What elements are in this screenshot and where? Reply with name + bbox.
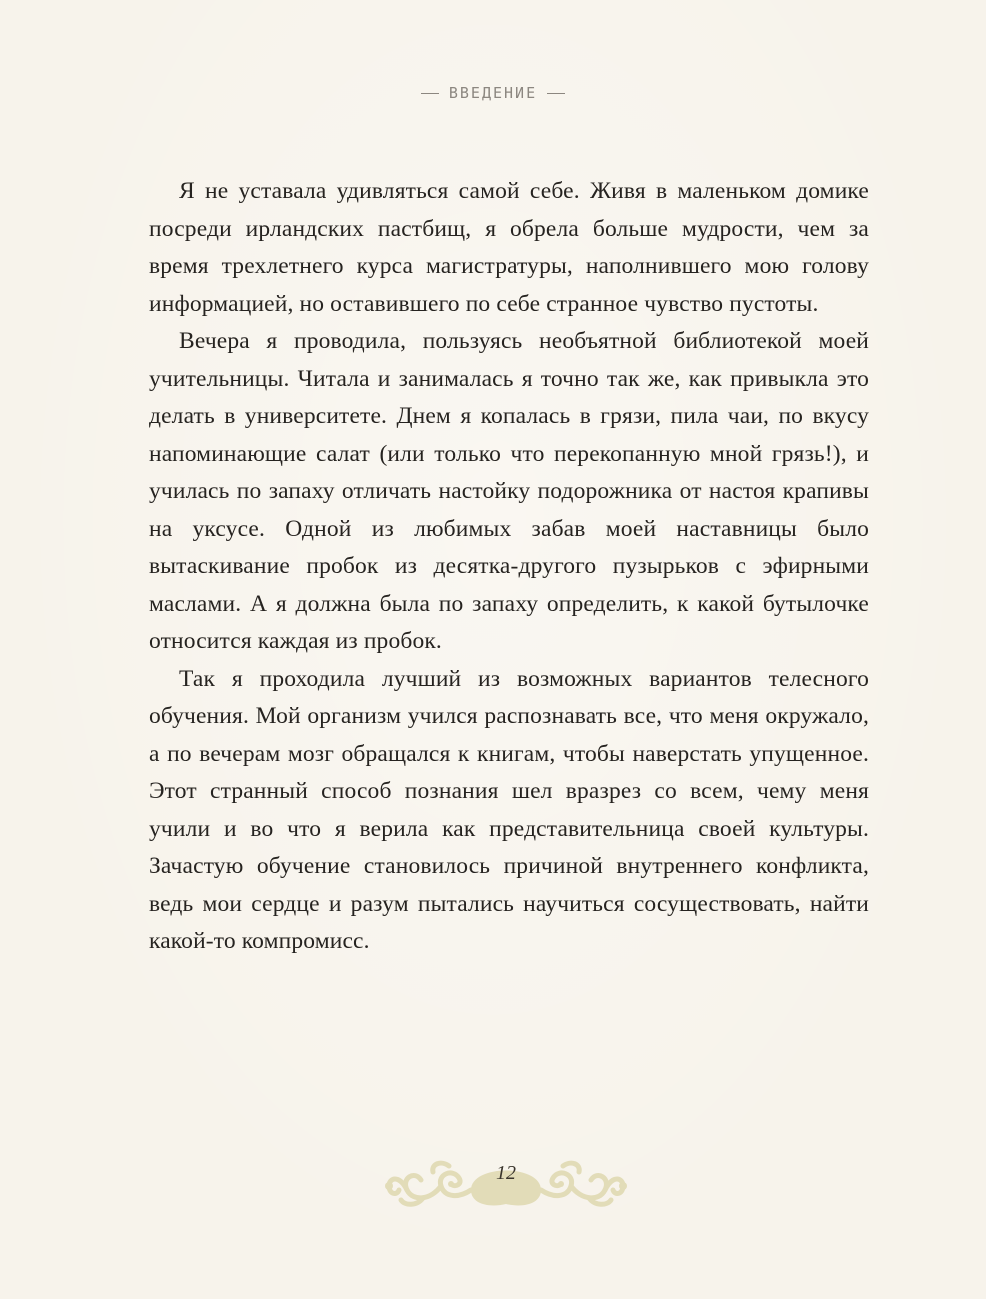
header-dash-left — [421, 93, 439, 94]
section-title: ВВЕДЕНИЕ — [448, 84, 538, 102]
header-dash-right — [547, 93, 565, 94]
page-number: 12 — [496, 1162, 516, 1184]
page-folio — [383, 1154, 629, 1214]
paragraph-1: Я не уставала удивляться самой себе. Живя в маленьком домике посреди ирландских пастбищ, я обрела больше мудрости, чем за время трехлетнего курса магистратуры, наполнившего мою голову информацией, но оставившего по себе странное чувство пустоты. — [149, 178, 869, 317]
paragraph-2: Вечера я проводила, пользуясь необъятной библиотекой моей учительницы. Читала и занималась я точно так же, как привыкла это делать в университете. Днем я копалась в грязи, пила чаи, по вкусу напоминающие салат (или только что перекопанную мной грязь!), и училась по запаху отличать настойку подорожника от настоя крапивы на уксусе. Одной из любимых забав моей наставницы было вытаскивание пробок из десятка-другого пузырьков с эфирными маслами. А я должна была по запаху определить, к какой бутылочке относится каждая из пробок. — [149, 328, 869, 654]
running-header — [0, 84, 986, 102]
paragraph-3: Так я проходила лучший из возможных вариантов телесного обучения. Мой организм учился распознавать все, что меня окружало, а по вечерам мозг обращался к книгам, чтобы наверстать упущенное. Этот странный способ познания шел вразрез со всем, чему меня учили и во что я верила как представительница своей культуры. Зачастую обучение становилось причиной внутреннего конфликта, ведь мои сердце и разум пытались научиться сосуществовать, найти какой-то компромисс. — [149, 665, 869, 954]
body-text — [149, 173, 869, 961]
